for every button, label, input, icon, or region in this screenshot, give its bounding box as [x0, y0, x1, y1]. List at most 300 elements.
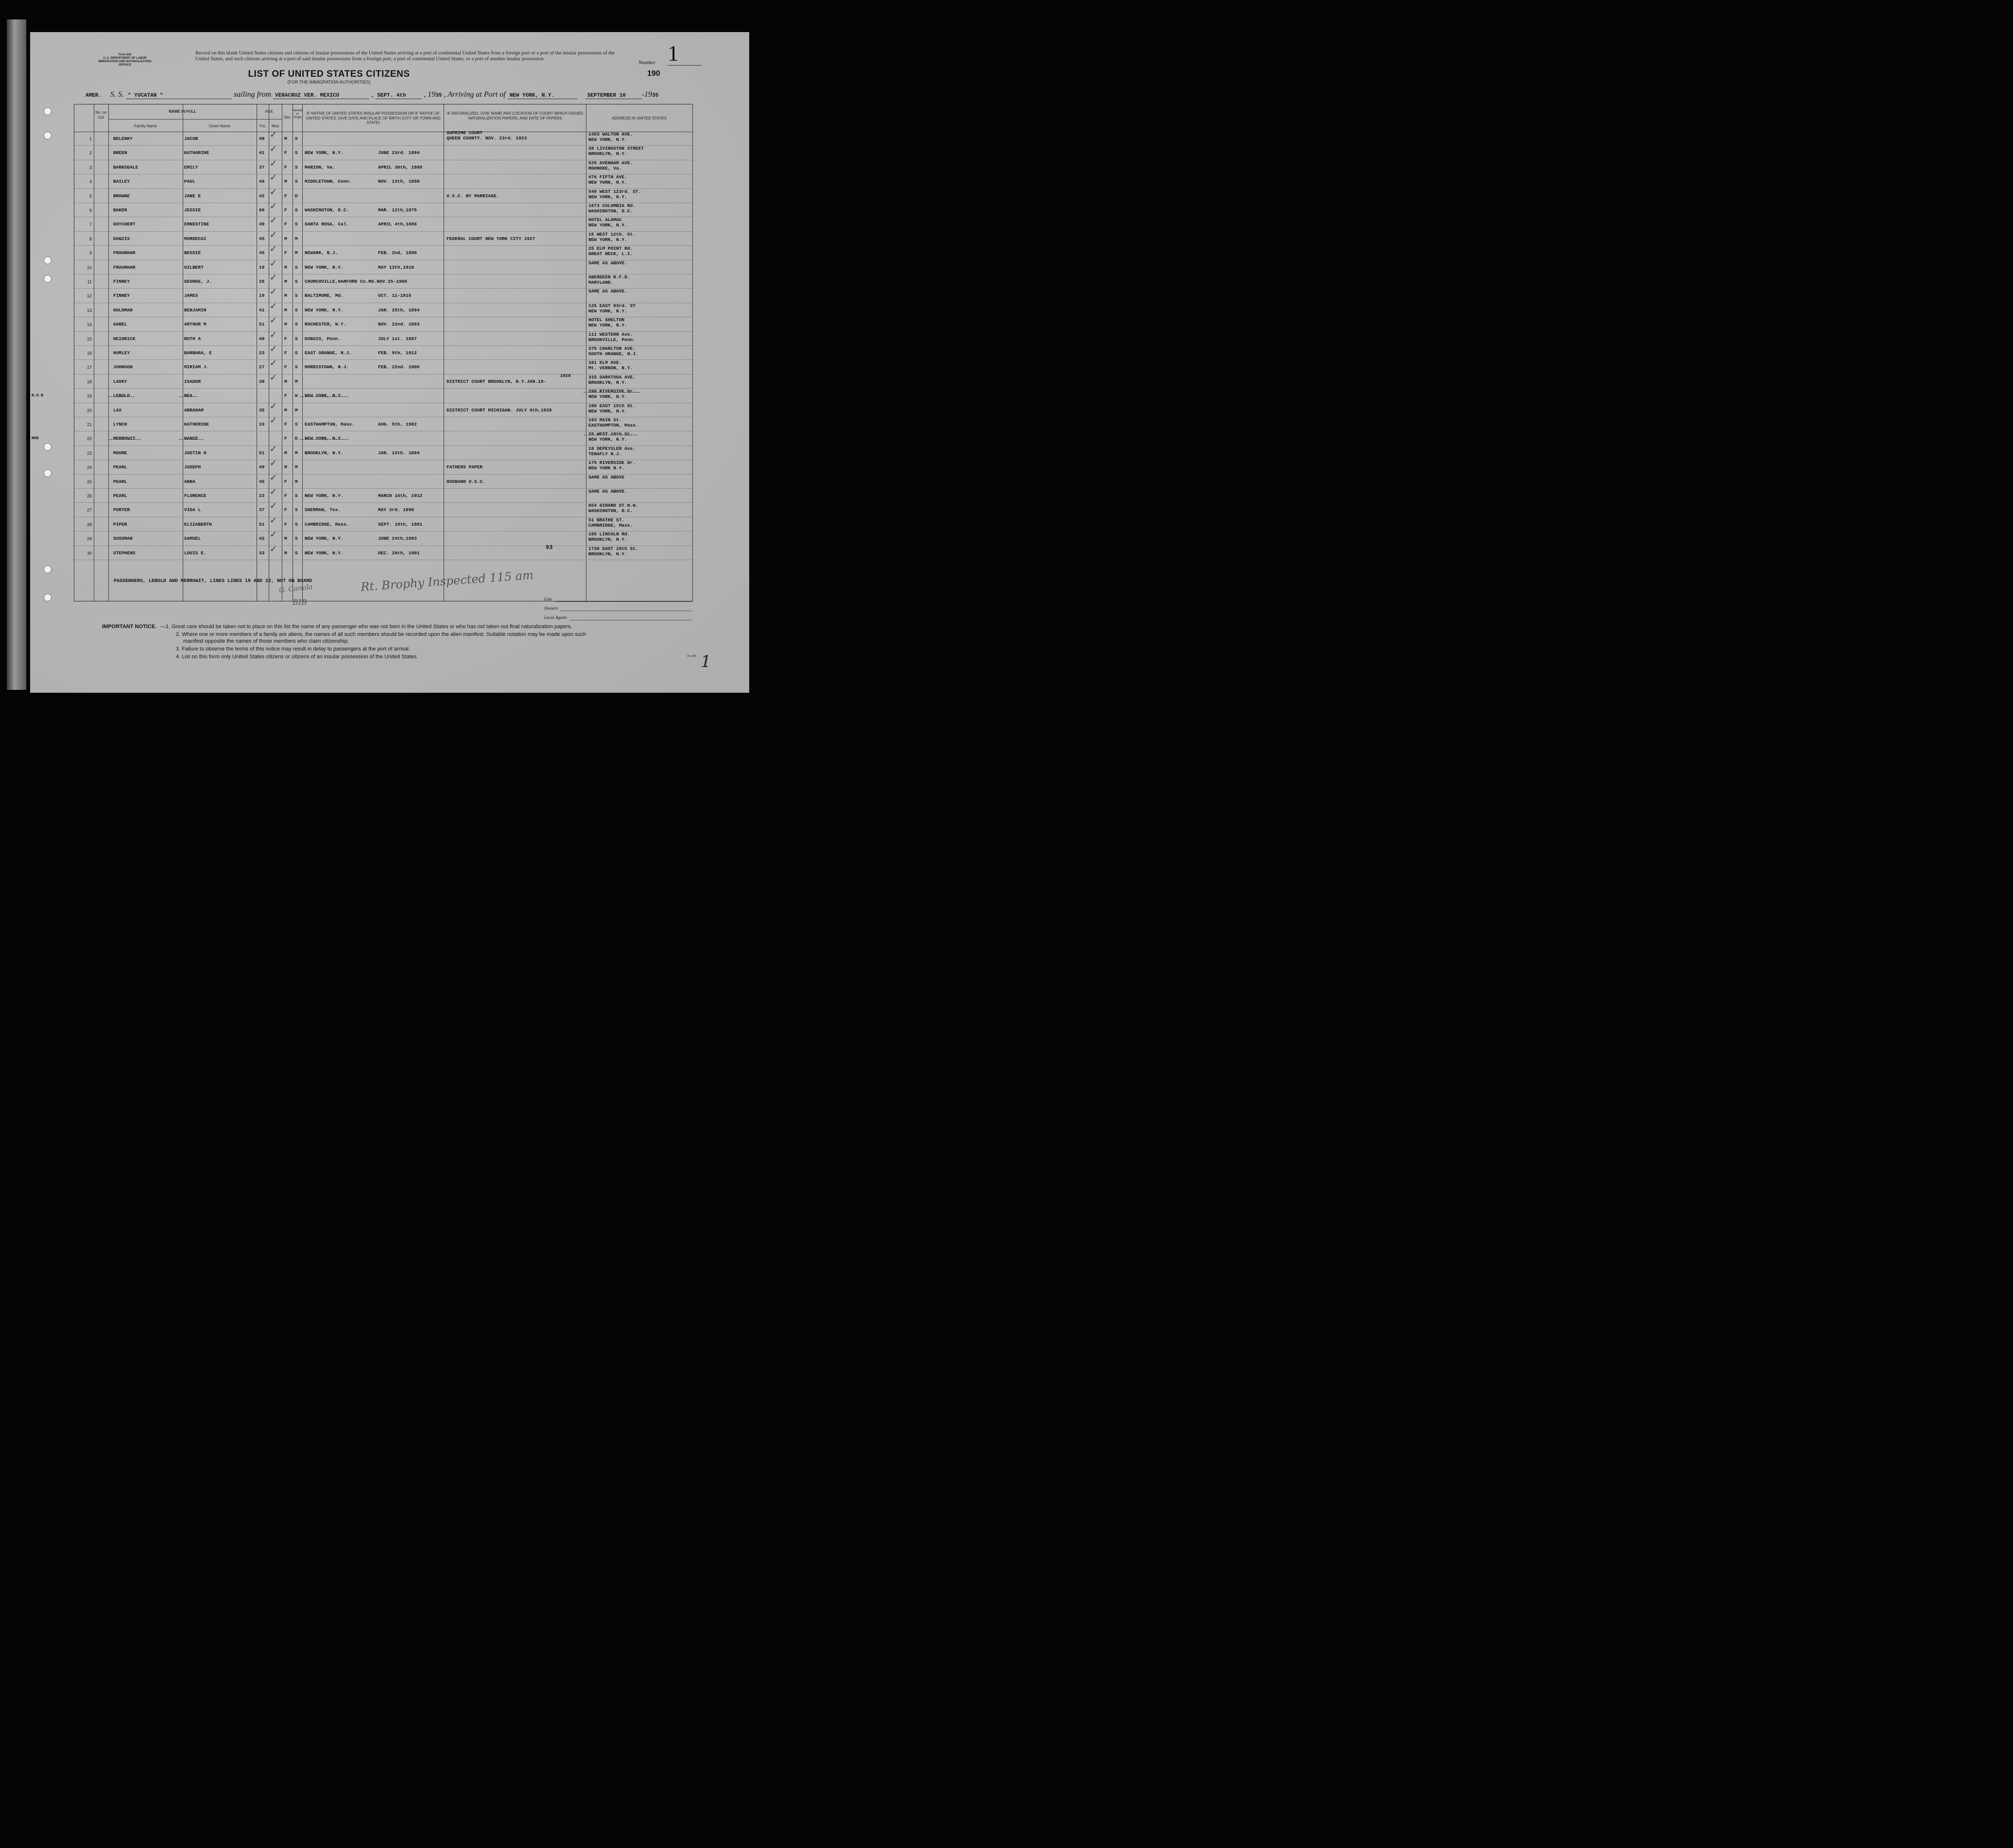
cell-sex: F [284, 150, 287, 156]
cell-ms: D [295, 193, 298, 199]
cell-family: STEPHENS [113, 550, 136, 556]
check-mark-icon: ✓ [270, 201, 277, 211]
cell-ms: S [295, 550, 298, 556]
ship-name: " YUCATAN " [126, 93, 232, 99]
cell-addr1: HOTEL ALAMAC [588, 217, 622, 223]
cell-addr1: 315 SARATOGA AVE. [588, 374, 636, 380]
cell-ms: D [295, 436, 298, 442]
check-mark-icon: ✓ [270, 544, 277, 554]
cell-sex: F [284, 364, 287, 370]
cell-family: FINNEY [113, 279, 130, 284]
cell-family: BAKER [113, 207, 127, 213]
cell-age: 19 [259, 264, 265, 270]
cell-no: 16 [86, 351, 92, 356]
cell-birth_date: JUNE 23rd. 1894 [378, 150, 420, 156]
cell-ms: M [295, 378, 298, 384]
cell-no: 14 [86, 322, 92, 327]
table-row [32, 389, 692, 403]
cell-addr2: NEW YORK, N.Y. [588, 394, 627, 400]
table-row [74, 246, 692, 260]
cell-ms: M [295, 450, 298, 456]
cell-birth_place: NEW YORK, N.Y. [305, 307, 344, 313]
cell-birth_date: JAN. 13th. 1884 [378, 450, 420, 456]
table-row [74, 489, 692, 503]
cell-birth_place: EAST ORANGE, N.J. [305, 350, 352, 356]
cell-birth_place: NEW YORK, N.Y. [305, 264, 344, 270]
cell-family: LYNCH [113, 422, 127, 427]
cell-nat: DISTRICT COURT BROOKLYN, N.Y.JAN.10- [447, 378, 547, 384]
cell-birth_date: DEC. 20th, 1901 [378, 550, 420, 556]
table-body [32, 130, 692, 561]
cell-ms: S [295, 422, 298, 427]
cell-birth_date: JUNE 24th,1893 [378, 536, 417, 542]
cell-no: 3 [89, 165, 92, 170]
cell-birth_date: FEB. 9th, 1912 [378, 350, 417, 356]
cell-no: 29 [86, 536, 92, 542]
col-given-name: Given Name [208, 124, 231, 128]
cell-ms: S [295, 150, 298, 156]
check-mark-icon: ✓ [270, 344, 277, 354]
cell-given: JANE E [184, 193, 201, 199]
cell-birth_date: SEPT. 19th, 1881 [378, 521, 423, 527]
cell-age: 45 [259, 250, 265, 256]
cell-age: 37 [259, 507, 265, 513]
cell-no: 11 [87, 279, 92, 284]
cell-sex: F [284, 436, 287, 442]
cell-no: 30 [86, 550, 92, 556]
cell-sex: M [284, 136, 287, 141]
check-mark-icon: ✓ [270, 215, 277, 226]
notice-3: 3. Failure to observe the terms of this notice may result in delay to passengers at the port of arrival. [176, 646, 410, 652]
check-mark-icon: ✓ [270, 244, 277, 255]
corner-mark: 1 [701, 652, 711, 671]
sheet-number: 1 [668, 41, 679, 66]
col-name-in-full: NAME IN FULL [169, 109, 196, 114]
cell-ms: S [295, 136, 298, 141]
passenger-table [32, 104, 693, 601]
cell-given: BESSIE [184, 250, 201, 256]
cell-age: 46 [259, 179, 265, 185]
cell-sex: F [284, 422, 287, 427]
cell-given: GILBERT [184, 264, 204, 270]
cell-birth_date: APRIL 4th,1886 [378, 222, 417, 227]
check-mark-icon: ✓ [270, 472, 277, 483]
owners-label: Owners [544, 606, 558, 611]
cell-ms: M [295, 407, 298, 413]
col-address: ADDRESS IN UNITED STATES [611, 116, 667, 120]
cell-birth_place: NEW YORK, N.Y. [305, 150, 344, 156]
cell-family: GOLDMAN [113, 307, 133, 313]
table-row [74, 274, 692, 289]
cell-given: KATHERINE [184, 422, 209, 427]
cell-age: 39 [259, 378, 265, 384]
department: U. S. DEPARTMENT OF LABOR [103, 57, 147, 60]
check-mark-icon: ✓ [270, 258, 277, 269]
cell-nat2: QUEEN COUNTY. NOV. 23rd. 1923 [447, 136, 527, 141]
cell-birth_date: AUG. 5th, 1902 [378, 422, 417, 427]
cell-family: FRAUNHAR [113, 264, 136, 270]
check-mark-icon: ✓ [270, 187, 277, 197]
cell-ms: M [295, 236, 298, 241]
cell-nat: U.S.C. BY MARRIAGE. [447, 193, 499, 199]
cell-no: 13 [86, 308, 92, 313]
cell-family: DANZIS [113, 236, 130, 241]
cell-age: 23 [259, 350, 265, 356]
check-mark-icon: ✓ [270, 315, 277, 326]
cell-sex: M [284, 378, 287, 384]
cell-sex: F [284, 164, 287, 170]
cell-age: 35 [259, 407, 265, 413]
cell-sex: F [284, 493, 287, 498]
cell-sex: M [284, 407, 287, 413]
check-mark-icon: ✓ [270, 530, 277, 540]
col-married: Married or Single [292, 109, 303, 119]
number-label: Number [638, 60, 656, 66]
cell-family: PEARL [113, 479, 127, 484]
cell-no: 5 [89, 193, 92, 199]
cell-birth_place: EASTHAMPTON, Mass. [305, 422, 355, 427]
cell-birth_place: BALTIMORE, Md. [305, 293, 344, 299]
cell-given: MIRIAM J. [184, 364, 209, 370]
cell-ms: S [295, 521, 298, 527]
sailing-line: AMER. S. S. " YUCATAN " sailing from VERACRUZ VER. MEXICO , SEPT. 4th , 1935 , Arriving at Port of NEW YORK, N.Y. SEPTEMBER 10 -1935 [86, 90, 659, 99]
cell-family: PIPER [113, 521, 127, 527]
cell-no: 12 [86, 293, 92, 299]
cell-birth_place: WASHINGTON, D.C. [305, 207, 349, 213]
cell-ms: S [295, 536, 298, 542]
punch-hole [44, 469, 52, 477]
col-family-name: Family Name [134, 124, 157, 128]
cell-birth_place: ROCHESTER, N.Y. [305, 322, 346, 327]
cell-age: 51 [259, 521, 265, 527]
cell-no: 18 [86, 379, 92, 384]
cell-addr2: SOUTH ORANGE, N.J. [588, 351, 638, 357]
cell-no: 8 [89, 236, 92, 241]
cell-sex: M [284, 322, 287, 327]
cell-sex: F [284, 507, 287, 513]
cell-birth_date: NOV. 13th, 1888 [378, 179, 420, 185]
cell-addr2: NEW YORK, N.Y. [588, 237, 627, 242]
cell-no: 28 [86, 522, 92, 527]
cell-nat: DISTRICT COURT MICHIGAN. JULY 9th,1928 [447, 407, 552, 413]
check-mark-icon: ✓ [270, 515, 277, 526]
cell-ms: S [295, 322, 298, 327]
table-row [74, 160, 692, 174]
cell-family: MERROWIT [113, 436, 136, 442]
initials-signature: G. Ganola [278, 583, 313, 595]
col-naturalized: IF NATURALIZED, GIVE NAME AND LOCATION OF COURT WHICH ISSUED NATURALIZATION PAPERS, AND DATE OF PAPERS [447, 111, 583, 120]
cell-family: JOHNSON [113, 364, 133, 370]
cell-age: 40 [259, 136, 265, 141]
cell-no: 6 [89, 208, 92, 213]
cell-given: JOSEPH [184, 464, 201, 470]
cell-family: GABEL [113, 322, 127, 327]
cell-addr1: 1673 COLUMBIA Rd. [588, 203, 636, 208]
cell-sex: M [284, 264, 287, 270]
cell-given: JAMES [184, 293, 198, 299]
cell-age: 45 [259, 479, 265, 484]
cell-given: NANCE [184, 436, 198, 442]
cell-birth_date: MAY 3rd. 1898 [378, 507, 414, 513]
check-mark-icon: ✓ [270, 358, 277, 369]
cell-family: BREEN [113, 150, 127, 156]
col-age: AGE [265, 109, 274, 114]
cell-nat: 93 [546, 544, 553, 551]
cell-sex: F [284, 222, 287, 227]
cell-birth_place: SANTA ROSA, Cal. [305, 222, 349, 227]
cell-ms: S [295, 207, 298, 213]
cell-addr1: 654 GIRARD ST.N.W. [588, 503, 638, 509]
col-yrs: Yrs. [259, 124, 266, 128]
cell-given: SAMUEL [184, 536, 201, 542]
punch-hole [44, 594, 52, 601]
cell-ms: S [295, 350, 298, 356]
cell-no: 2 [89, 151, 92, 156]
cell-birth_date: OCT. 11-1915 [378, 293, 412, 299]
cell-given: BEA [184, 393, 193, 399]
cell-addr1: 18 DEPEYSLER Ave. [588, 445, 636, 451]
check-mark-icon: ✓ [270, 229, 277, 240]
cell-addr1: 15 WEST 12th. St. [588, 231, 636, 237]
cell-addr1: HOTEL SHELTON [588, 317, 625, 323]
table-row [74, 517, 692, 531]
cell-ms: S [295, 264, 298, 270]
cell-addr2: NEW YORK, N.Y. [588, 308, 627, 314]
cell-birth_date: FEB. 22nd. 1908 [378, 364, 420, 370]
cell-given: PAUL [184, 179, 195, 185]
form-number: Form 630 [118, 53, 132, 56]
cell-ms: S [295, 307, 298, 313]
line-label: Line [544, 597, 552, 601]
cell-birth_place: NEW YORK, N.Y. [305, 493, 344, 498]
cell-birth_date: JULY 1st. 1887 [378, 336, 417, 342]
cell-family: LASKY [113, 378, 127, 384]
cell-given: GEORGE, J. [184, 279, 212, 284]
table-row [74, 317, 692, 331]
cell-addr2: EASTHAMPTON, Mass. [588, 423, 638, 428]
cell-no: 20 [86, 408, 92, 413]
cell-given: ERNESTINE [184, 222, 209, 227]
cell-age: 45 [259, 236, 265, 241]
cell-age: 49 [259, 222, 265, 227]
cell-birth_place: BROOKLYN, N.Y. [305, 450, 344, 456]
cell-addr1: 125 EAST 93rd. ST [588, 303, 636, 308]
check-mark-icon: ✓ [270, 287, 277, 297]
cell-addr2: BROOKLYN, N.Y. [588, 151, 627, 157]
cell-given: ARTHUR M [184, 322, 206, 327]
table-row [74, 372, 692, 389]
cell-nat2: 1928 [560, 373, 571, 378]
cell-ms: M [295, 479, 298, 484]
arriving-label: , Arriving at Port of [444, 90, 506, 99]
cell-nat: SUPRIME COURT [447, 130, 483, 136]
check-mark-icon: ✓ [270, 487, 277, 497]
cell-ms: S [295, 336, 298, 342]
cell-given: RUTH A [184, 336, 201, 342]
check-mark-icon: ✓ [270, 158, 277, 169]
cell-ms: M [295, 250, 298, 256]
cell-ms: S [295, 507, 298, 513]
departure-year: 35 [435, 93, 442, 99]
check-mark-icon: ✓ [270, 301, 277, 311]
cell-addr2: NEW YORK, N.Y. [588, 323, 627, 328]
table-row [74, 174, 692, 188]
cell-no: 23 [86, 450, 92, 456]
check-mark-icon: ✓ [270, 329, 277, 340]
binder-edge [7, 19, 26, 690]
check-mark-icon: ✓ [270, 130, 277, 140]
local-agents-label: Local Agents [544, 615, 568, 620]
cell-sex: F [284, 521, 287, 527]
cell-family: PEARL [113, 493, 127, 498]
cell-addr1: ABERDEEN R.F.D. [588, 274, 630, 280]
check-mark-icon: ✓ [270, 458, 277, 469]
cell-birth_place: NEW YORK, N.Y. [305, 436, 344, 442]
cell-addr2: BROOKLYN, N.Y. [588, 537, 627, 543]
cell-sex: M [284, 464, 287, 470]
year-prefix: 19 [428, 90, 436, 99]
cell-birth_date: APRIL 30th, 1898 [378, 164, 423, 170]
cell-no: 26 [86, 494, 92, 498]
col-birth: IF NATIVE OF UNITED STATES INSULAR POSSESSION OR IF NATIVE OF UNITED STATES, GIVE DATE AND PLACE OF BIRTH (CITY OR TOWN AND STATE) [306, 111, 441, 125]
cell-addr1: 38 LIVINGSTON STREET [588, 146, 644, 152]
check-mark-icon: ✓ [270, 415, 277, 426]
cell-given: MORDECAI [184, 236, 206, 241]
cell-sex: M [284, 179, 287, 185]
flag-prefix: AMER. [86, 93, 102, 99]
table-row [74, 346, 692, 360]
ss-label: S. S. [110, 90, 124, 99]
cell-family: MOORE [113, 450, 127, 456]
cell-birth_place: MIDDLETOWN, Conn. [305, 179, 352, 185]
cell-sex: F [284, 479, 287, 484]
cell-family: FINNEY [113, 293, 130, 299]
cell-age: 27 [259, 364, 265, 370]
cell-family: HURLEY [113, 350, 130, 356]
table-row [74, 403, 692, 417]
cell-birth_place: SHERMAN, Tex. [305, 507, 341, 513]
cell-ms: S [295, 279, 298, 284]
table-row [74, 503, 692, 517]
table-row [74, 460, 692, 474]
check-mark-icon: ✓ [270, 501, 277, 512]
punch-hole [44, 107, 52, 115]
col-mos: Mos [271, 124, 279, 128]
cell-birth_place: DUBOIS, Penn. [305, 336, 341, 342]
cell-age: 51 [259, 450, 265, 456]
cell-sex: F [284, 193, 287, 199]
cell-addr1: 175 RIVERSIDE Dr. [588, 460, 636, 466]
cell-birth_place: CHURCHVILLE,HARFORD Co.Md.NOV.25-1908 [305, 279, 407, 284]
cell-addr2: BROOKLYN, N.Y. [588, 551, 627, 557]
table-row [74, 289, 692, 303]
arrival-date: SEPTEMBER 10 [585, 93, 642, 99]
cell-family: BAILEY [113, 179, 130, 185]
punch-hole [44, 257, 52, 264]
cell-addr1: 105 LINCOLN Rd. [588, 531, 630, 537]
cell-no: 24 [86, 465, 92, 470]
form-header [93, 53, 156, 67]
table-row [74, 229, 692, 246]
table-row [74, 203, 692, 217]
cell-addr2: NEW YORK N.Y. [588, 465, 625, 471]
cell-no: 19 [86, 394, 92, 399]
cell-addr1: 25 WEST 10th St. [588, 431, 633, 437]
cell-birth_place: CAMBRIDGE, Mass. [305, 521, 349, 527]
cell-given: VIDA L [184, 507, 201, 513]
cell-addr2: ROONOKE, Va. [588, 165, 622, 171]
cell-given: EMILY [184, 164, 198, 170]
cell-addr1: 299 RIVERSIDE Dr. [588, 389, 636, 394]
cell-sex: M [284, 536, 287, 542]
cell-ms: S [295, 164, 298, 170]
table-row [74, 189, 692, 203]
sailing-from-label: sailing from [234, 90, 272, 99]
table-row [74, 303, 692, 317]
table-row [74, 446, 692, 460]
notice-4: 4. List on this form only United States citizens or citizens of an insular possession of the United States. [176, 654, 418, 660]
table-row [74, 360, 692, 374]
cell-given: BENJAMIN [184, 307, 206, 313]
table-row [74, 132, 692, 146]
check-mark-icon: ✓ [270, 144, 277, 154]
cell-family: LAX [113, 407, 122, 413]
cell-birth_place: NEW YORK, N.Y. [305, 550, 344, 556]
check-mark-icon: ✓ [270, 172, 277, 183]
cell-sex: F [284, 250, 287, 256]
cell-birth_place: MARION, Va. [305, 164, 335, 170]
cell-ms: S [295, 364, 298, 370]
table-row [74, 217, 692, 231]
cell-birth_place: NEWARK, N.J. [305, 250, 338, 256]
service: IMMIGRATION AND NATURALIZATION SERVICE [98, 60, 152, 67]
cell-family: LEBOLD [113, 393, 130, 399]
punch-hole [44, 275, 52, 283]
cell-addr1: SAME AS ABOVE. [588, 289, 627, 294]
cell-given: ISADOR [184, 378, 201, 384]
cell-note: N.O.B [32, 394, 44, 398]
cell-no: 22 [86, 436, 92, 442]
cell-sex: F [284, 207, 287, 213]
cell-addr1: 540 WEST 123rd. ST. [588, 188, 641, 194]
table-row [74, 531, 692, 546]
cell-nat: HUSBAND U.S.C. [447, 479, 485, 484]
cell-addr2: NEW YORK, N.Y. [588, 194, 627, 200]
cell-sex: F [284, 350, 287, 356]
cell-addr1: SAME AS ABOVE [588, 474, 625, 480]
cell-given: LOUIS E. [184, 550, 206, 556]
cell-no: 9 [89, 251, 92, 256]
cell-age: 41 [259, 150, 265, 156]
cell-addr2: CAMBRIDGE, Mass. [588, 522, 633, 528]
table-row [74, 546, 692, 560]
inspection-signature: Rt. Brophy Inspected 115 am [360, 568, 534, 594]
cell-addr2: Mt. VERNON, N.Y. [588, 365, 633, 371]
col-no-on-list: No. on List [95, 110, 107, 120]
cell-birth_date: MAY 13th,1916 [378, 264, 414, 270]
check-mark-icon: ✓ [270, 401, 277, 411]
cell-ms: S [295, 493, 298, 498]
cell-given: JUSTIN H [184, 450, 206, 456]
cell-ms: S [295, 222, 298, 227]
table-row [74, 146, 692, 160]
cell-addr1: 100 EAST 15th St. [588, 403, 636, 409]
cell-age: 51 [259, 322, 265, 327]
cell-addr2: WASHINGTON, D.C. [588, 508, 633, 514]
cell-birth_place: MORRISTOWN, N.J. [305, 364, 349, 370]
cell-no: 4 [89, 179, 92, 185]
cell-family: PORTER [113, 507, 130, 513]
